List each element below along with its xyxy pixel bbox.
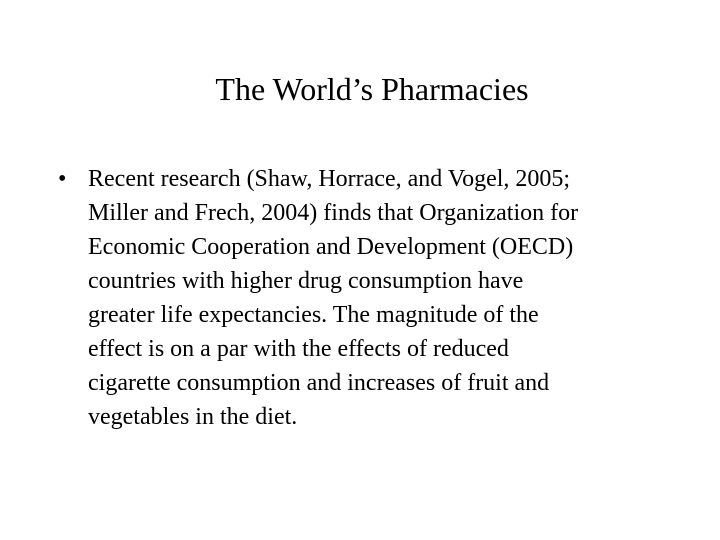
bullet-text-line: Economic Cooperation and Development (OECD) (88, 234, 574, 260)
bullet-text-line: Miller and Frech, 2004) finds that Organization for (88, 200, 579, 226)
bullet-text-line: vegetables in the diet. (88, 404, 298, 430)
bullet-list (58, 162, 678, 434)
bullet-text-line: Recent research (Shaw, Horrace, and Vogel, 2005; (88, 166, 571, 192)
slide-title: The World’s Pharmacies (215, 71, 529, 107)
bullet-icon: • (58, 166, 67, 192)
bullet-item (58, 162, 678, 434)
bullet-text-line: countries with higher drug consumption have (88, 268, 524, 294)
bullet-text-line: effect is on a par with the effects of reduced (88, 336, 509, 362)
bullet-text-line: cigarette consumption and increases of fruit and (88, 370, 550, 396)
bullet-text-line: greater life expectancies. The magnitude of the (88, 302, 539, 328)
